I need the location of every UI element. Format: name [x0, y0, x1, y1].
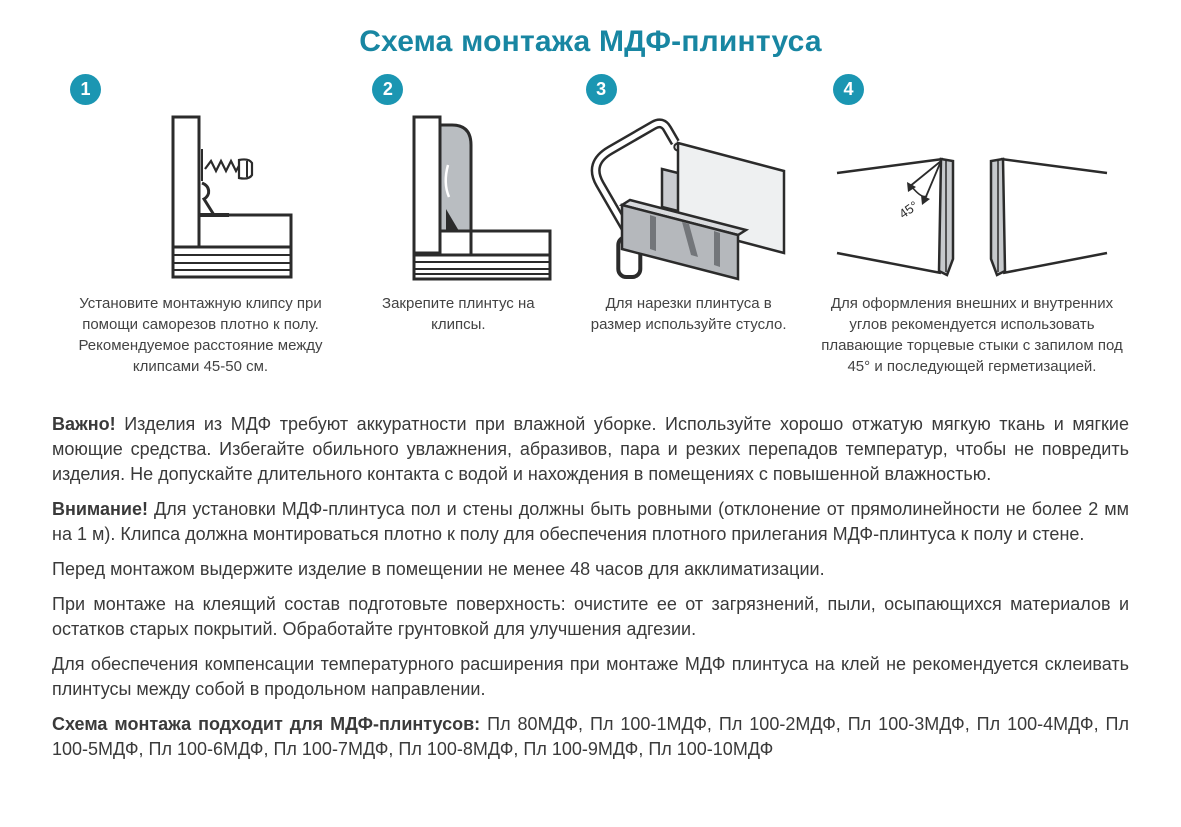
step-3-caption: Для нарезки плинтуса в размер используйте стусло.	[590, 295, 787, 333]
corner-joint-45deg-diagram-icon	[829, 115, 1115, 283]
step-4-illustration	[813, 107, 1131, 283]
miter-box-icon	[622, 143, 784, 279]
step-3-illustration	[566, 107, 812, 283]
floor-shape	[199, 215, 291, 247]
note-important-text: Изделия из МДФ требуют аккуратности при влажной уборке. Используйте хорошо отжатую мягкую ткань и мягкие моющие средства. Избегайте обильного увлажнения, абразивов, пара и резких перепадов температур, чтобы не повредить изделия. Не допускайте длительного контакта с водой и нахождения в помещениях с повышенной влажностью.	[52, 414, 1129, 484]
step-4	[813, 74, 1131, 398]
page-title: Схема монтажа МДФ-плинтуса	[359, 25, 822, 58]
plinth-on-clips-diagram-icon	[358, 113, 558, 283]
clip-screw-diagram-icon	[101, 113, 301, 283]
step-1-illustration	[50, 107, 351, 283]
plinth-end-right-shape	[991, 159, 1005, 275]
floor-shape	[471, 231, 550, 255]
angle-label: 45°	[896, 197, 921, 222]
note-important-lead: Важно!	[52, 414, 116, 434]
subfloor-shape	[414, 255, 550, 279]
note-compatible-models	[52, 712, 1129, 762]
step-2-illustration	[352, 107, 564, 283]
steps-row	[50, 74, 1131, 398]
step-2-badge: 2	[372, 74, 403, 105]
note-expansion-text: Для обеспечения компенсации температурного расширения при монтаже МДФ плинтуса на клей не рекомендуется склеивать плинтусы между собой в продольном направлении.	[52, 654, 1129, 699]
note-attention	[52, 497, 1129, 547]
step-3	[566, 74, 812, 398]
screw-icon	[205, 159, 252, 178]
mounting-clip-icon	[199, 149, 229, 215]
step-4-badge: 4	[833, 74, 864, 105]
note-acclimatization	[52, 557, 1129, 582]
step-2	[352, 74, 564, 398]
plinth-end-left-shape	[939, 159, 953, 275]
step-1-badge: 1	[70, 74, 101, 105]
step-4-caption: Для оформления внешних и внутренних углов рекомендуется использовать плавающие торцевые стыки с запилом под 45° и последующей герметизацией.	[821, 295, 1123, 375]
step-3-badge: 3	[586, 74, 617, 105]
note-important	[52, 412, 1129, 487]
wall-shape	[414, 117, 440, 253]
note-glue-surface-text: При монтаже на клеящий состав подготовьте поверхность: очистите ее от загрязнений, пыли, осыпающихся материалов и остатков старых покрытий. Обработайте грунтовкой для улучшения адгезии.	[52, 594, 1129, 639]
note-expansion	[52, 652, 1129, 702]
step-1	[50, 74, 351, 398]
notes-section	[52, 412, 1129, 762]
note-compatible-models-text: Пл 80МДФ, Пл 100-1МДФ, Пл 100-2МДФ, Пл 100-3МДФ, Пл 100-4МДФ, Пл 100-5МДФ, Пл 100-6МДФ, Пл 100-7МДФ, Пл 100-8МДФ, Пл 100-9МДФ, Пл 100-10МДФ	[52, 714, 1129, 759]
note-glue-surface	[52, 592, 1129, 642]
note-attention-text: Для установки МДФ-плинтуса пол и стены должны быть ровными (отклонение от прямолинейности не более 2 мм на 1 м). Клипса должна монтироваться плотно к полу для обеспечения плотного прилегания МДФ-плинтуса к полу и стене.	[52, 499, 1129, 544]
step-1-caption: Установите монтажную клипсу при помощи саморезов плотно к полу. Рекомендуемое расстояние между клипсами 45-50 см.	[78, 295, 323, 375]
note-attention-lead: Внимание!	[52, 499, 148, 519]
note-compatible-models-lead: Схема монтажа подходит для МДФ-плинтусов:	[52, 714, 481, 734]
note-acclimatization-text: Перед монтажом выдержите изделие в помещении не менее 48 часов для акклиматизации.	[52, 559, 825, 579]
hacksaw-miter-box-diagram-icon	[576, 103, 802, 283]
step-2-caption: Закрепите плинтус на клипсы.	[382, 295, 535, 333]
wall-shape	[173, 117, 199, 247]
